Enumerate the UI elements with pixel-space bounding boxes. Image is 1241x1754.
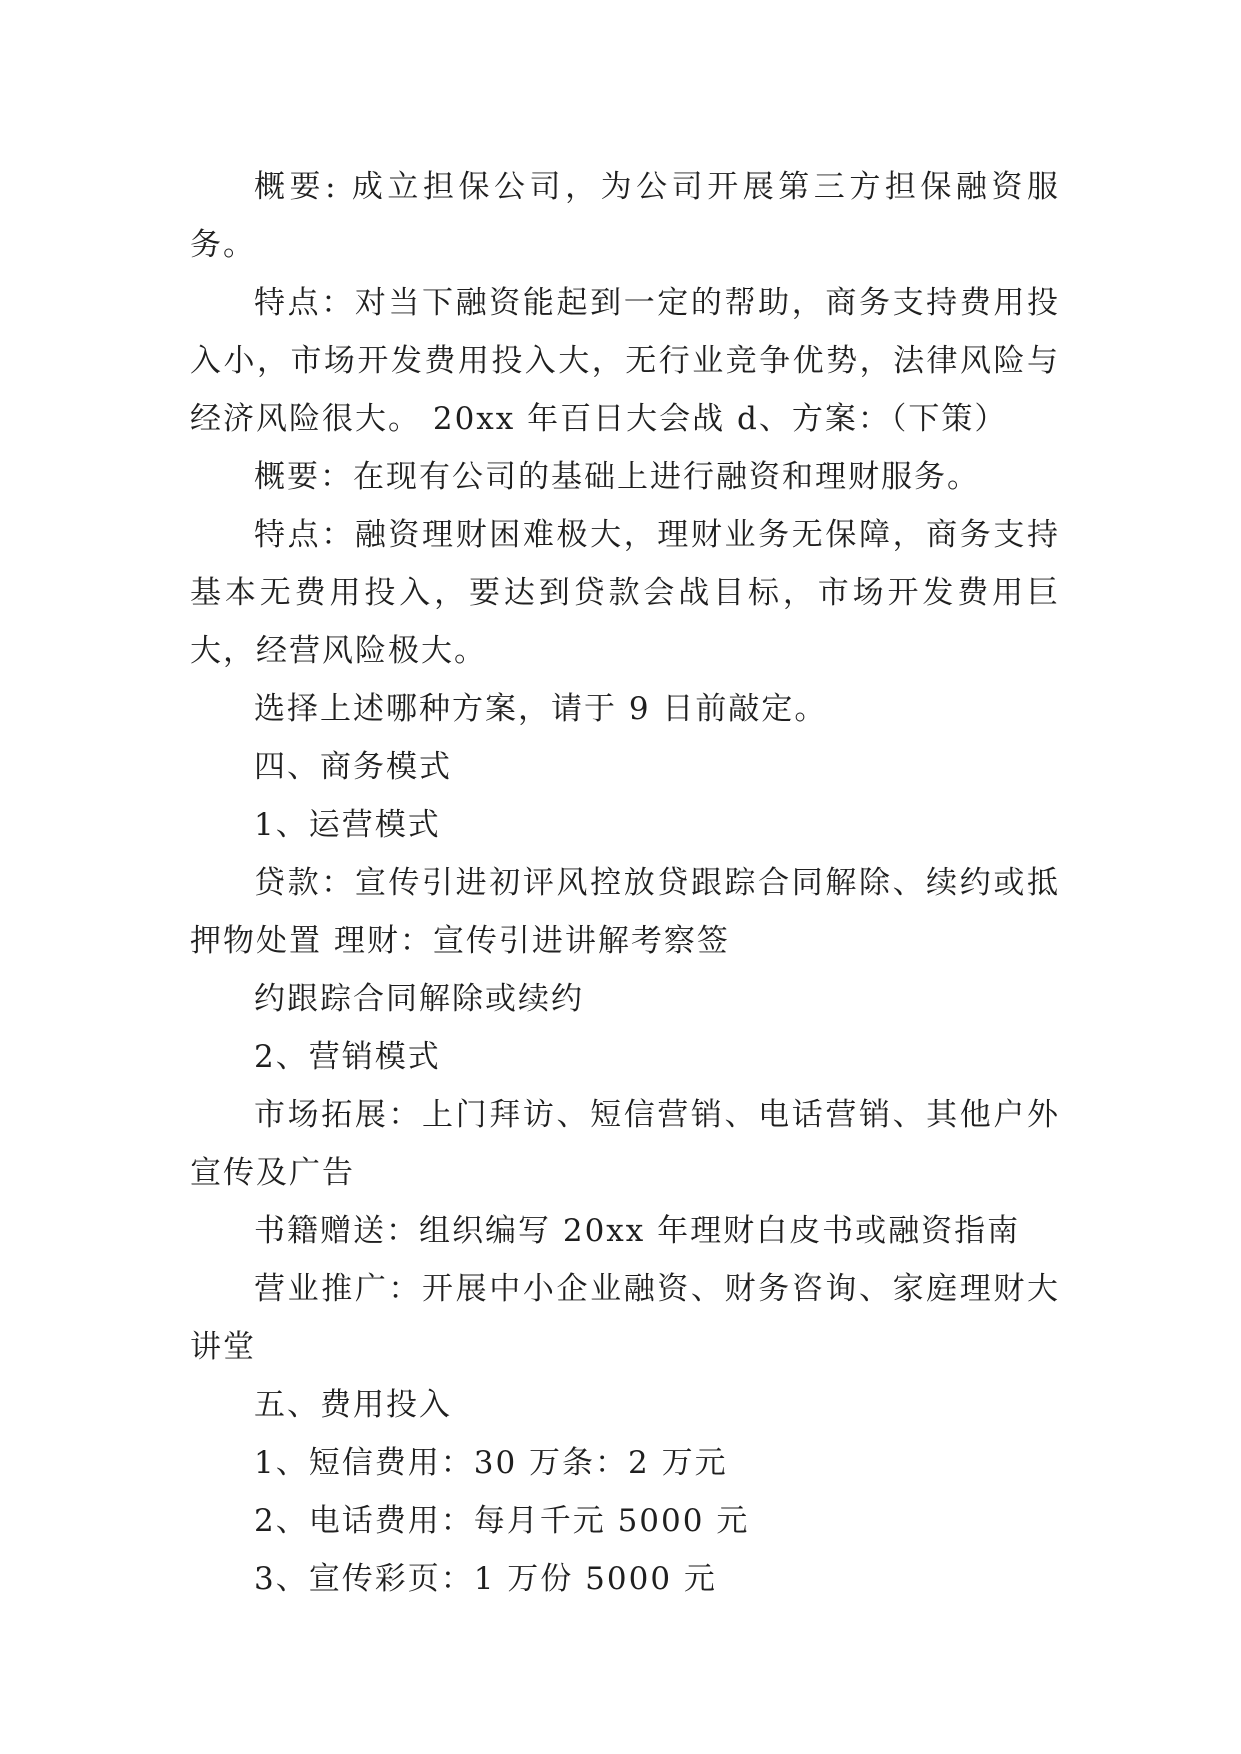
paragraph-loan-wealth-process: 贷款：宣传引进初评风控放贷跟踪合同解除、续约或抵押物处置 理财：宣传引进讲解考察签 [190,865,1060,959]
heading-operation-model: 1、运营模式 [254,807,441,843]
paragraph-overview-financing: 概要：在现有公司的基础上进行融资和理财服务。 [254,459,980,495]
paragraph-wealth-process-continued: 约跟踪合同解除或续约 [254,981,584,1017]
document-body [190,158,1060,1608]
cost-item-brochure: 3、宣传彩页：1 万份 5000 元 [254,1561,717,1597]
paragraph-market-expansion: 市场拓展：上门拜访、短信营销、电话营销、其他户外宣传及广告 [190,1097,1060,1191]
paragraph-business-promotion: 营业推广：开展中小企业融资、财务咨询、家庭理财大讲堂 [190,1271,1060,1365]
paragraph-overview-guarantee: 概要: 成立担保公司，为公司开展第三方担保融资服务。 [190,169,1060,263]
heading-marketing-model: 2、营销模式 [254,1039,441,1075]
cost-item-sms: 1、短信费用：30 万条：2 万元 [254,1445,728,1481]
heading-business-model: 四、商务模式 [254,749,452,785]
paragraph-book-gift: 书籍赠送：组织编写 20xx 年理财白皮书或融资指南 [254,1213,1021,1249]
paragraph-features-financing: 特点：融资理财困难极大，理财业务无保障，商务支持基本无费用投入，要达到贷款会战目标，市场开发费用巨大，经营风险极大。 [190,517,1060,669]
heading-cost-input: 五、费用投入 [254,1387,452,1423]
paragraph-decision-deadline: 选择上述哪种方案，请于 9 日前敲定。 [254,691,828,727]
cost-item-phone: 2、电话费用：每月千元 5000 元 [254,1503,750,1539]
paragraph-features-guarantee: 特点：对当下融资能起到一定的帮助，商务支持费用投入小，市场开发费用投入大，无行业竞争优势，法律风险与经济风险很大。 20xx 年百日大会战 d、方案：（下策） [190,285,1060,437]
